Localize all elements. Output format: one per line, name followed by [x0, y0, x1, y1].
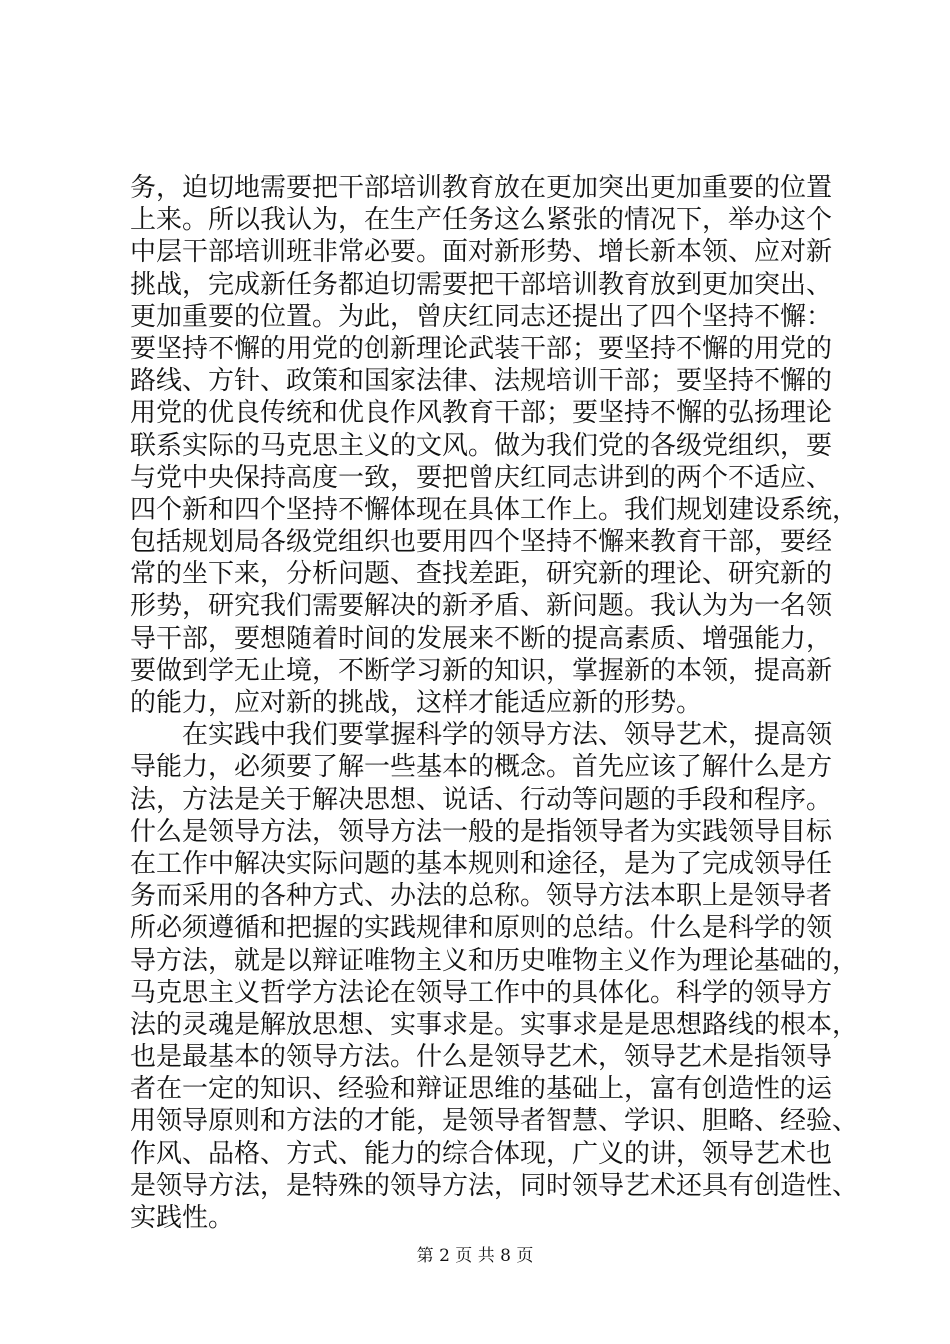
page-footer	[0, 1244, 950, 1268]
text-line: 联系实际的马克思主义的文风。做为我们党的各级党组织，要	[130, 430, 833, 461]
text-line: 上来。所以我认为，在生产任务这么紧张的情况下，举办这个	[130, 205, 833, 236]
text-line: 路线、方针、政策和国家法律、法规培训干部；要坚持不懈的	[130, 366, 833, 397]
text-line: 务而采用的各种方式、办法的总称。领导方法本职上是领导者	[130, 881, 833, 912]
text-line: 法，方法是关于解决思想、说话、行动等问题的手段和程序。	[130, 784, 833, 815]
text-line: 务，迫切地需要把干部培训教育放在更加突出更加重要的位置	[130, 173, 833, 203]
text-line: 包括规划局各级党组织也要用四个坚持不懈来教育干部，要经	[130, 527, 833, 558]
text-line: 什么是领导方法，领导方法一般的是指领导者为实践领导目标	[130, 816, 833, 847]
text-line: 在工作中解决实际问题的基本规则和途径，是为了完成领导任	[130, 848, 833, 879]
text-line: 形势，研究我们需要解决的新矛盾、新问题。我认为为一名领	[130, 591, 833, 622]
text-line: 的能力，应对新的挑战，这样才能适应新的形势。	[130, 688, 703, 718]
text-line: 常的坐下来，分析问题、查找差距，研究新的理论、研究新的	[130, 559, 833, 590]
text-line: 导方法，就是以辩证唯物主义和历史唯物主义作为理论基础的，	[130, 945, 859, 976]
paragraph-2	[130, 719, 859, 1234]
text-line: 法的灵魂是解放思想、实事求是。实事求是是思想路线的根本，	[130, 1009, 859, 1040]
text-line: 导干部，要想随着时间的发展来不断的提高素质、增强能力，	[130, 623, 833, 654]
text-line: 马克思主义哲学方法论在领导工作中的具体化。科学的领导方	[130, 977, 833, 1008]
text-line: 更加重要的位置。为此，曾庆红同志还提出了四个坚持不懈：	[130, 301, 833, 332]
text-line: 挑战，完成新任务都迫切需要把干部培训教育放到更加突出、	[130, 269, 833, 300]
text-line: 与党中央保持高度一致，要把曾庆红同志讲到的两个不适应、	[130, 462, 833, 493]
text-line: 作风、品格、方式、能力的综合体现，广义的讲，领导艺术也	[130, 1138, 833, 1169]
text-line: 中层干部培训班非常必要。面对新形势、增长新本领、应对新	[130, 237, 833, 268]
text-line: 要坚持不懈的用党的创新理论武装干部；要坚持不懈的用党的	[130, 333, 833, 364]
paragraph-1	[130, 172, 859, 719]
text-line: 也是最基本的领导方法。什么是领导艺术，领导艺术是指领导	[130, 1042, 833, 1073]
text-line: 用领导原则和方法的才能，是领导者智慧、学识、胆略、经验、	[130, 1106, 859, 1137]
page-number-label: 第 2 页 共 8 页	[416, 1246, 534, 1266]
text-line: 四个新和四个坚持不懈体现在具体工作上。我们规划建设系统，	[130, 494, 859, 525]
text-line: 用党的优良传统和优良作风教育干部；要坚持不懈的弘扬理论	[130, 398, 833, 429]
document-body	[130, 172, 859, 1234]
text-line: 所必须遵循和把握的实践规律和原则的总结。什么是科学的领	[130, 913, 833, 944]
text-line: 导能力，必须要了解一些基本的概念。首先应该了解什么是方	[130, 752, 833, 783]
text-line: 实践性。	[130, 1203, 235, 1233]
text-line: 在实践中我们要掌握科学的领导方法、领导艺术，提高领	[130, 720, 833, 751]
text-line: 是领导方法，是特殊的领导方法，同时领导艺术还具有创造性、	[130, 1170, 859, 1201]
text-line: 要做到学无止境，不断学习新的知识，掌握新的本领，提高新	[130, 655, 833, 686]
text-line: 者在一定的知识、经验和辩证思维的基础上，富有创造性的运	[130, 1074, 833, 1105]
